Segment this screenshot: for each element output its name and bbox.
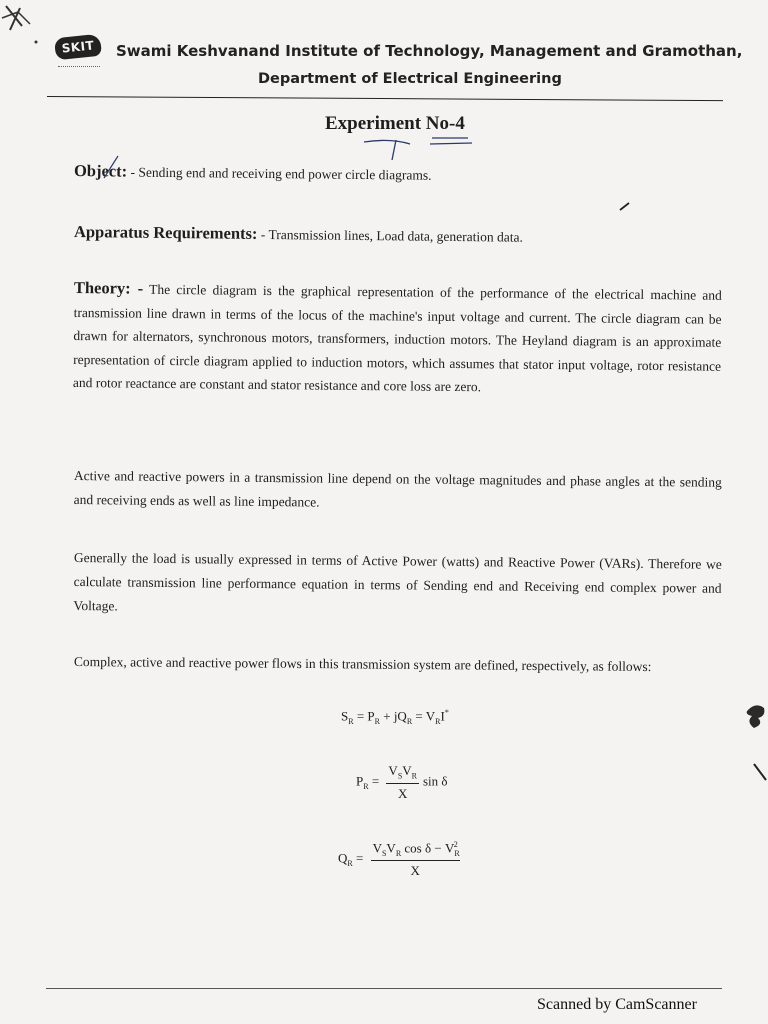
scanner-watermark: Scanned by CamScanner bbox=[537, 996, 697, 1013]
pen-underline bbox=[360, 134, 480, 164]
experiment-title: Experiment No-4 bbox=[325, 113, 465, 134]
active-reactive-paragraph: Active and reactive powers in a transmission line depend on the voltage magnitudes and phase angles at the sending and receiving ends as well as line impedance. bbox=[73, 467, 722, 510]
object-text: - Sending end and receiving end power circle diagrams. bbox=[127, 164, 432, 183]
theory-text: The circle diagram is the graphical representation of the performance of the electrical machine and transmission line drawn in terms of the locus of the machine's input voltage and current. The circle diagram can be drawn for alternators, synchronous motors, transformers, induction motors. The Heyland diagram is an approximate representation of circle diagram applied to induction motors, which assumes that stator input voltage, rotor resistance and rotor reactance are constant and stator resistance and core loss are zero. bbox=[72, 281, 722, 395]
complex-power-paragraph: Complex, active and reactive power flows in this transmission system are defined, respectively, as follows: bbox=[73, 653, 652, 675]
apparatus-label: Apparatus Requirements: bbox=[73, 222, 258, 243]
header-divider bbox=[47, 96, 723, 101]
load-paragraph: Generally the load is usually expressed in terms of Active Power (watts) and Reactive Power (VARs). Therefore we calculate transmission line performance equation in terms of Sending end and Receiving end complex power and Voltage. bbox=[73, 549, 722, 614]
pen-dash bbox=[618, 200, 632, 212]
object-line bbox=[74, 161, 432, 185]
object-label: Object: bbox=[73, 161, 128, 181]
fraction-qr: $\frac{V_SV_R \cos \delta - V_R^2}{X}$ bbox=[372, 840, 460, 878]
skit-logo: SKIT bbox=[54, 34, 102, 61]
equation-pr: $P_R$ = $\frac{V_SV_R}{X}$ sin δ bbox=[356, 763, 448, 801]
pen-tick bbox=[100, 152, 124, 182]
footer-divider bbox=[46, 988, 722, 989]
equation-qr: $Q_R$ = $\frac{V_SV_R \cos \delta - V_R^2}{X}$ bbox=[338, 840, 460, 878]
equation-sr: $S_R = P_R + jQ_R = V_RI^*$ bbox=[341, 708, 449, 726]
institute-name: Swami Keshvanand Institute of Technology, Management and Gramothan, bbox=[116, 42, 743, 60]
pen-mark-cross bbox=[0, 0, 60, 60]
apparatus-text: - Transmission lines, Load data, generation data. bbox=[257, 226, 524, 245]
fraction-pr: $\frac{V_SV_R}{X}$ bbox=[388, 763, 417, 801]
edge-stroke bbox=[752, 762, 768, 784]
logo-underline bbox=[58, 66, 100, 70]
apparatus-line bbox=[74, 222, 523, 247]
theory-paragraph bbox=[73, 276, 722, 401]
department-name: Department of Electrical Engineering bbox=[258, 71, 562, 87]
edge-blot bbox=[742, 700, 768, 730]
theory-label: Theory: - bbox=[73, 277, 144, 298]
